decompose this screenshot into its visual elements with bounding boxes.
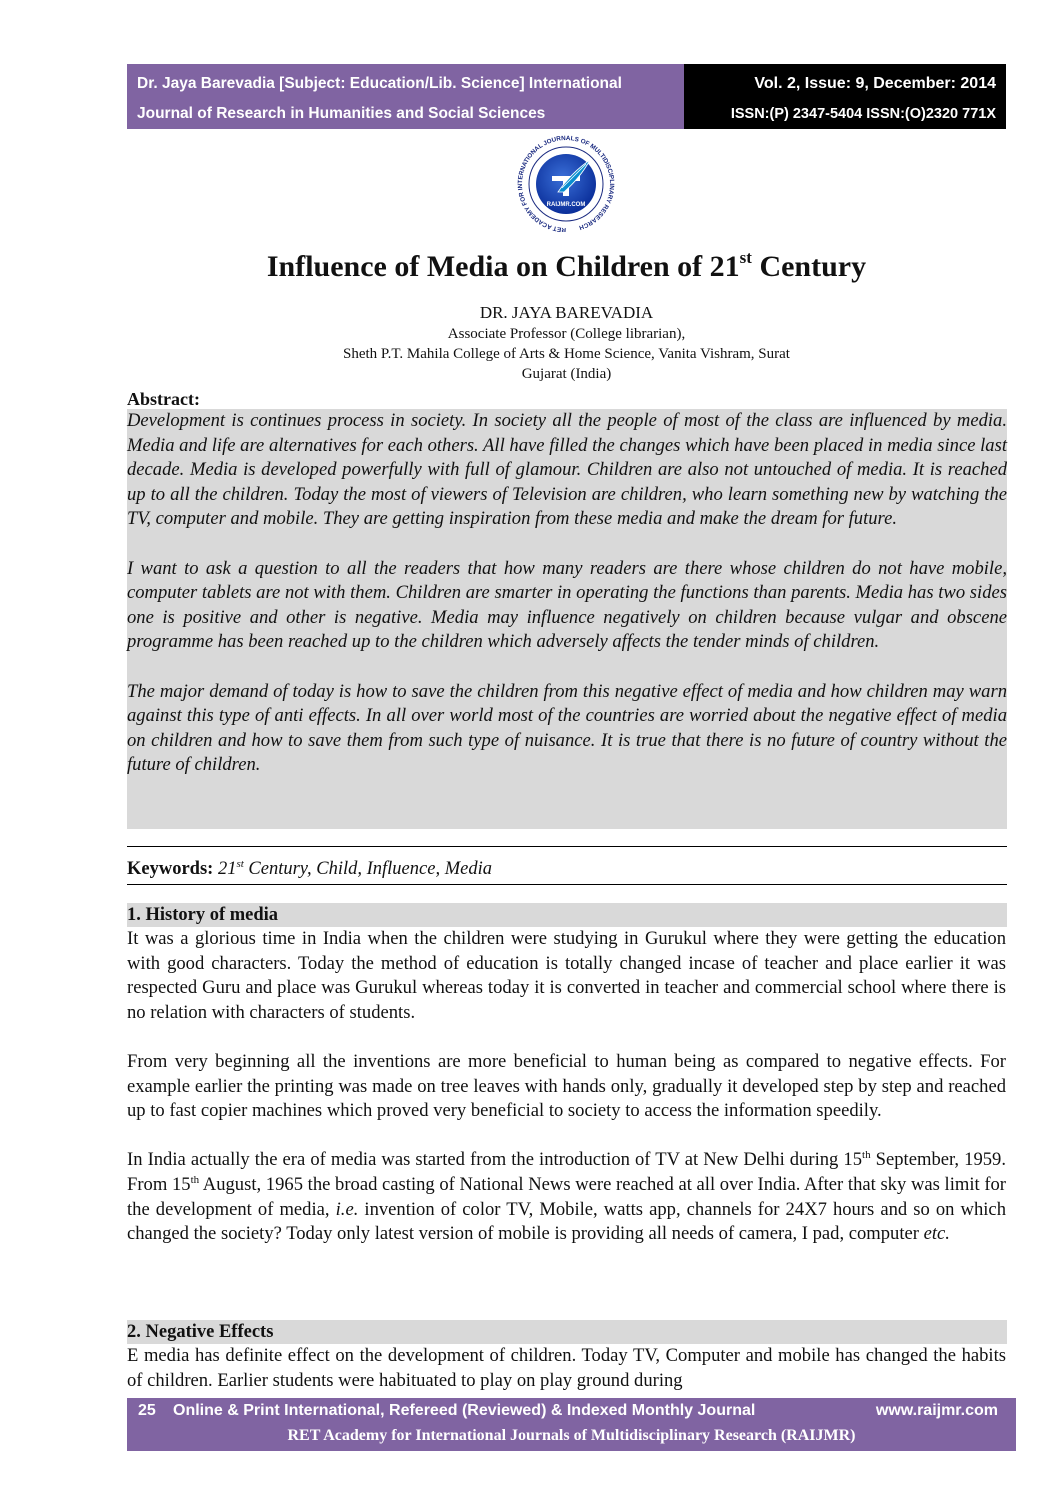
abstract-paragraph: The major demand of today is how to save the children from this negative effect of media and how children may warn against this type of anti effects. In all over world most of the countries are worried about the negative effect of media on children and how to save them from such type of nuisance. It is true that there is no future of country without the future of children. — [127, 680, 1007, 776]
journal-type: Online & Print International, Refereed (Reviewed) & Indexed Monthly Journal — [173, 1402, 756, 1419]
header-issue-info — [684, 64, 1006, 129]
svg-text:RAIJMR.COM: RAIJMR.COM — [546, 202, 586, 208]
issn-numbers: ISSN:(P) 2347-5404 ISSN:(O)2320 771X — [730, 106, 996, 122]
section-2-heading: 2. Negative Effects — [127, 1320, 1007, 1344]
keywords-bottom-rule — [127, 884, 1007, 885]
publisher-name: RET Academy for International Journals of Multidisciplinary Research (RAIJMR) — [287, 1427, 856, 1444]
website-link[interactable]: www.raijmr.com — [875, 1402, 998, 1419]
author-position: Associate Professor (College librarian), — [447, 326, 686, 342]
keywords-line — [127, 852, 492, 881]
author-location: Gujarat (India) — [521, 366, 612, 382]
keywords-top-rule — [127, 846, 1007, 847]
svg-text:RET ACADEMY FOR INTERNATIONAL: RET ACADEMY FOR INTERNATIONAL JOURNALS OF MULTIDISCIPLINARY RESEARCH — [516, 134, 616, 232]
section-1-body — [127, 927, 1006, 1247]
footer-row — [127, 1398, 1016, 1424]
keywords-label: Keywords: — [127, 859, 214, 880]
author-block — [127, 302, 1006, 384]
section-1-heading: 1. History of media — [127, 903, 1007, 927]
header-line-1: Dr. Jaya Barevadia [Subject: Education/Lib. Science] International — [137, 75, 622, 92]
author-name: DR. JAYA BAREVADIA — [479, 303, 654, 322]
section-2-body — [127, 1344, 1006, 1393]
header-line-2: Journal of Research in Humanities and Social Sciences — [137, 105, 546, 122]
abstract-box — [127, 409, 1007, 829]
abstract-heading: Abstract: — [127, 389, 200, 409]
journal-header — [127, 64, 1006, 129]
paper-title: Influence of Media on Children of 21st Century — [266, 248, 867, 283]
abstract-paragraph: Development is continues process in society. In society all the people of most of the class are influenced by media. Media and life are alternatives for each others. All have filled the changes which have been placed in media since last decade. Media is developed powerfully with full of glamour. Children are also not untouched of media. It is reached up to all the children. Today the most of viewers of Television are children, who learn something new by watching the TV, computer and mobile. They are getting inspiration from these media and make the dream for future. — [127, 410, 1007, 530]
body-paragraph: It was a glorious time in India when the children were studying in Gurukul where they were getting the education with good characters. Today the method of education is totally changed incase of teacher and place earlier it was respected Guru and place was Gurukul whereas today it is converted in teacher and commercial school where there is no relation with characters of students. — [127, 928, 1006, 1023]
author-college: Sheth P.T. Mahila College of Arts & Home Science, Vanita Vishram, Surat — [343, 346, 790, 362]
keywords-values: 21st Century, Child, Influence, Media — [217, 858, 492, 880]
journal-footer — [127, 1398, 1016, 1451]
page-number: 25 — [138, 1402, 156, 1419]
volume-issue: Vol. 2, Issue: 9, December: 2014 — [754, 75, 996, 92]
body-paragraph: E media has definite effect on the development of children. Today TV, Computer and mobile has changed the habits of children. Earlier students were habituated to play on play ground during — [127, 1345, 1006, 1391]
abstract-paragraph: I want to ask a question to all the readers that how many readers are there whose children do not have mobile, computer tablets are not with them. Children are smarter in operating the functions than parents. Media has two sides one is positive and other is negative. Media may influence negatively on children because vulgar and obscene programme has been reached up to the children which adversely affects the tender minds of children. — [127, 557, 1007, 653]
quill-logo-icon — [506, 132, 626, 232]
body-paragraph: From very beginning all the inventions are more beneficial to human being as compared to negative effects. For example earlier the printing was made on tree leaves with hands only, gradually it developed step by step and reached up to fast copier machines which proved very beneficial to society to access the information speedily. — [127, 1050, 1006, 1122]
header-author-subject — [127, 64, 684, 129]
body-paragraph: In India actually the era of media was started from the introduction of TV at New Delhi during 15th September, 1959. From 15th August, 1965 the broad casting of National News were reached at all over India. After that sky was limit for the development of media, i.e. invention of color TV, Mobile, watts app, channels for 24X7 hours and so on which changed the society? Today only latest version of mobile is providing all needs of camera, I pad, computer etc. — [127, 1149, 1006, 1245]
